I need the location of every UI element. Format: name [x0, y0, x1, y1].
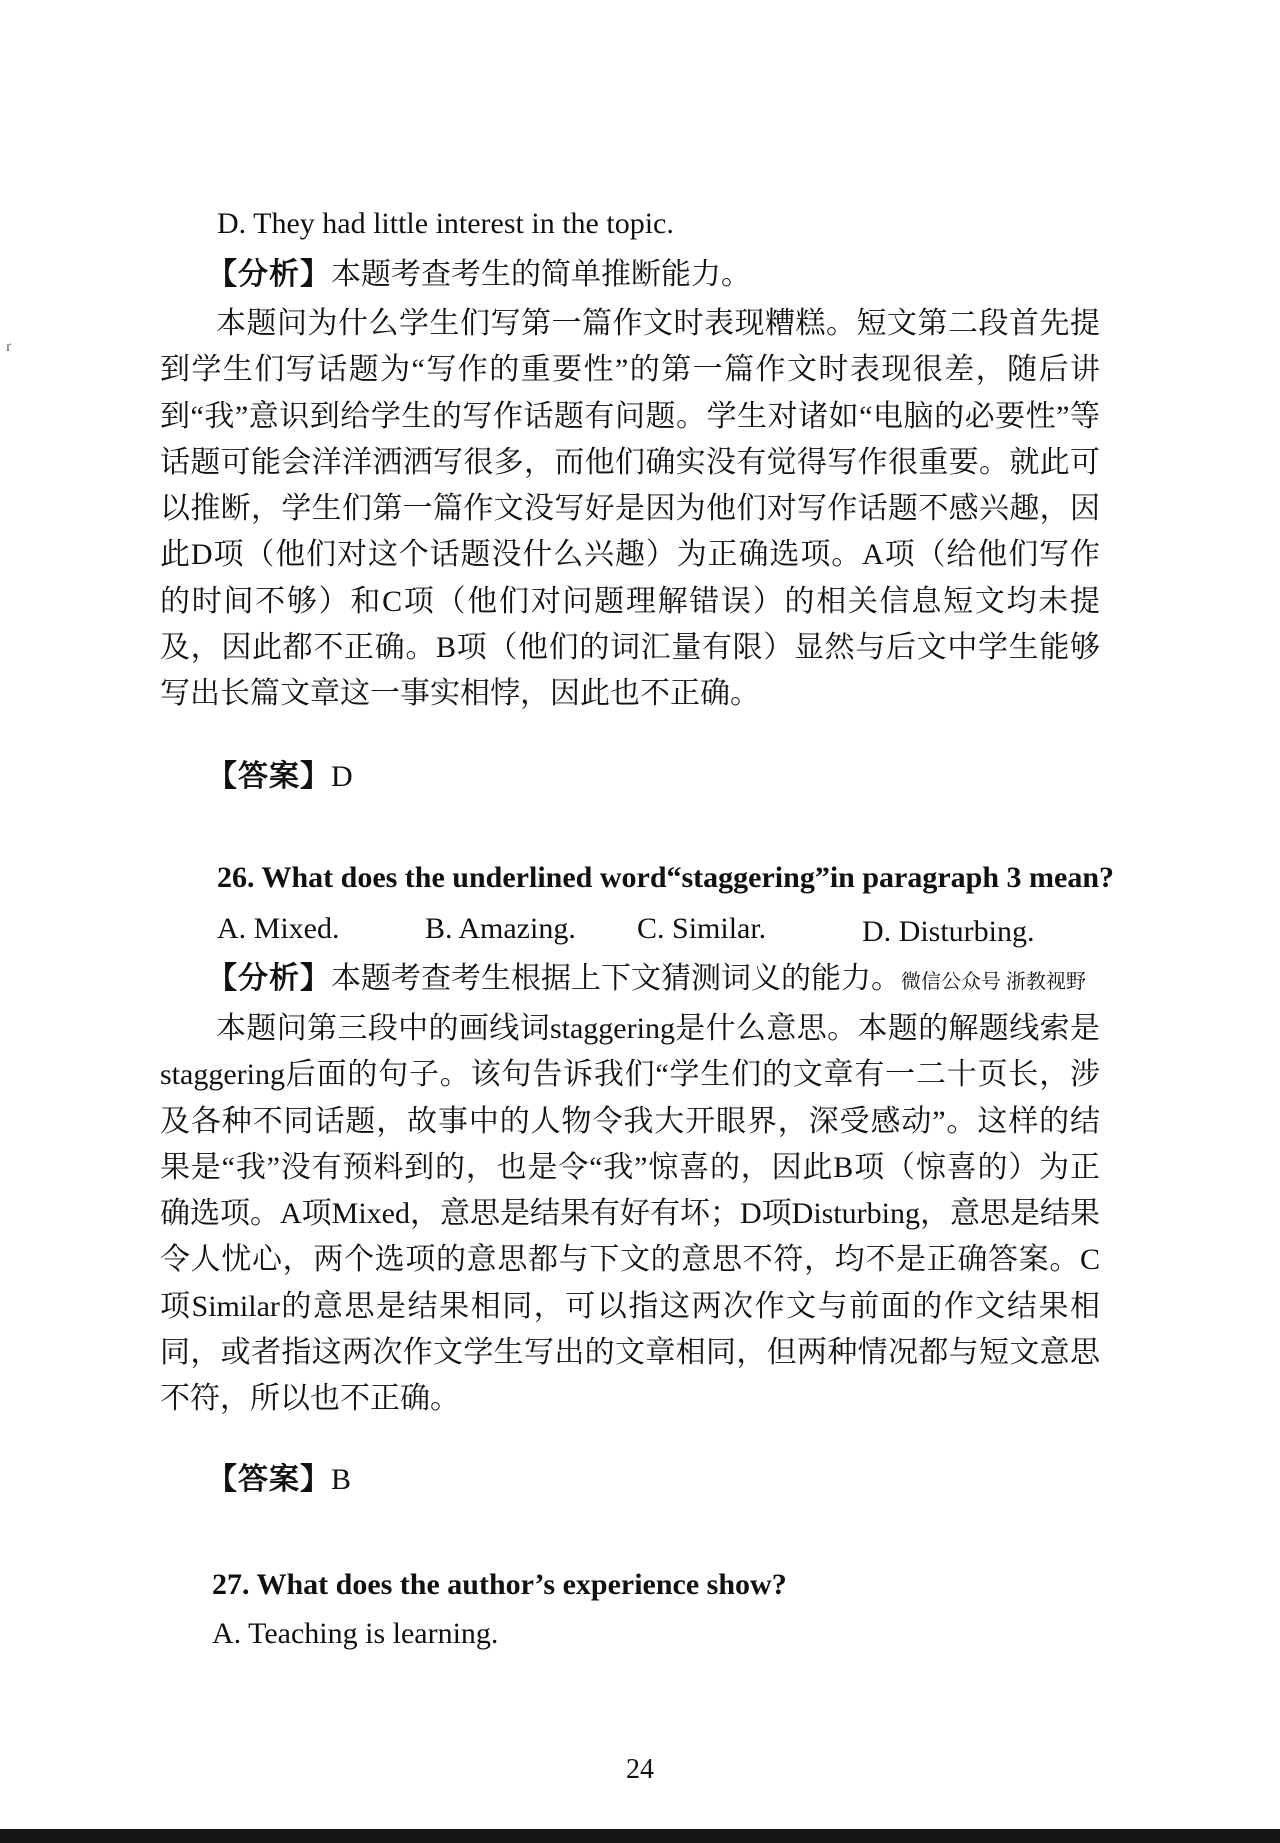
q26-option-a: A. Mixed.	[217, 912, 340, 945]
q26-option-b: B. Amazing.	[425, 912, 576, 945]
q25-analysis-tag: 【分析】	[207, 258, 331, 291]
q25-explanation: 本题问为什么学生们写第一篇作文时表现糟糕。短文第二段首先提到学生们写话题为“写作的重要性”的第一篇作文时表现很差，随后讲到“我”意识到给学生的写作话题有问题。学生对诸如“电脑的必要性”等话题可能会洋洋洒洒写很多，而他们确实没有觉得写作很重要。就此可以推断，学生们第一篇作文没写好是因为他们对写作话题不感兴趣，因此D项（他们对这个话题没什么兴趣）为正确选项。A项（给他们写作的时间不够）和C项（他们对问题理解错误）的相关信息短文均未提及，因此都不正确。B项（他们的词汇量有限）显然与后文中学生能够写出长篇文章这一事实相悖，因此也不正确。	[160, 307, 1100, 711]
q26-analysis-summary: 本题考查考生根据上下文猜测词义的能力。	[331, 962, 901, 995]
page-number: 24	[626, 1754, 654, 1785]
q26-analysis-tag: 【分析】	[207, 962, 331, 995]
q26-answer	[207, 1458, 351, 1502]
q26-watermark: 微信公众号 浙教视野	[901, 971, 1086, 993]
q27-option-a: A. Teaching is learning.	[212, 1617, 499, 1650]
q26-analysis	[207, 957, 1086, 1004]
scan-bottom-edge	[0, 1829, 1280, 1843]
q26-option-d: D. Disturbing.	[862, 915, 1035, 948]
q25-answer	[207, 755, 353, 799]
q27-question: 27. What does the author’s experience show?	[212, 1568, 787, 1601]
q26-question: 26. What does the underlined word“staggering”in paragraph 3 mean?	[217, 861, 1115, 894]
q26-answer-value: B	[331, 1463, 352, 1496]
q25-analysis-summary: 本题考查考生的简单推断能力。	[331, 258, 751, 291]
q26-explanation: 本题问第三段中的画线词staggering是什么意思。本题的解题线索是staggering后面的句子。该句告诉我们“学生们的文章有一二十页长，涉及各种不同话题，故事中的人物令我大开眼界，深受感动”。这样的结果是“我”没有预料到的，也是令“我”惊喜的，因此B项（惊喜的）为正确选项。A项Mixed，意思是结果有好有坏；D项Disturbing，意思是结果令人忧心，两个选项的意思都与下文的意思不符，均不是正确答案。C项Similar的意思是结果相同，可以指这两次作文与前面的作文结果相同，或者指这两次作文学生写出的文章相同，但两种情况都与短文意思不符，所以也不正确。	[160, 1012, 1100, 1416]
margin-mark: ґ	[6, 340, 11, 355]
q25-option-d: D. They had little interest in the topic.	[217, 207, 674, 240]
q25-answer-value: D	[331, 760, 353, 793]
q25-answer-tag: 【答案】	[207, 760, 331, 793]
q26-answer-tag: 【答案】	[207, 1463, 331, 1496]
q26-option-c: C. Similar.	[637, 912, 767, 945]
q25-analysis	[207, 253, 751, 297]
